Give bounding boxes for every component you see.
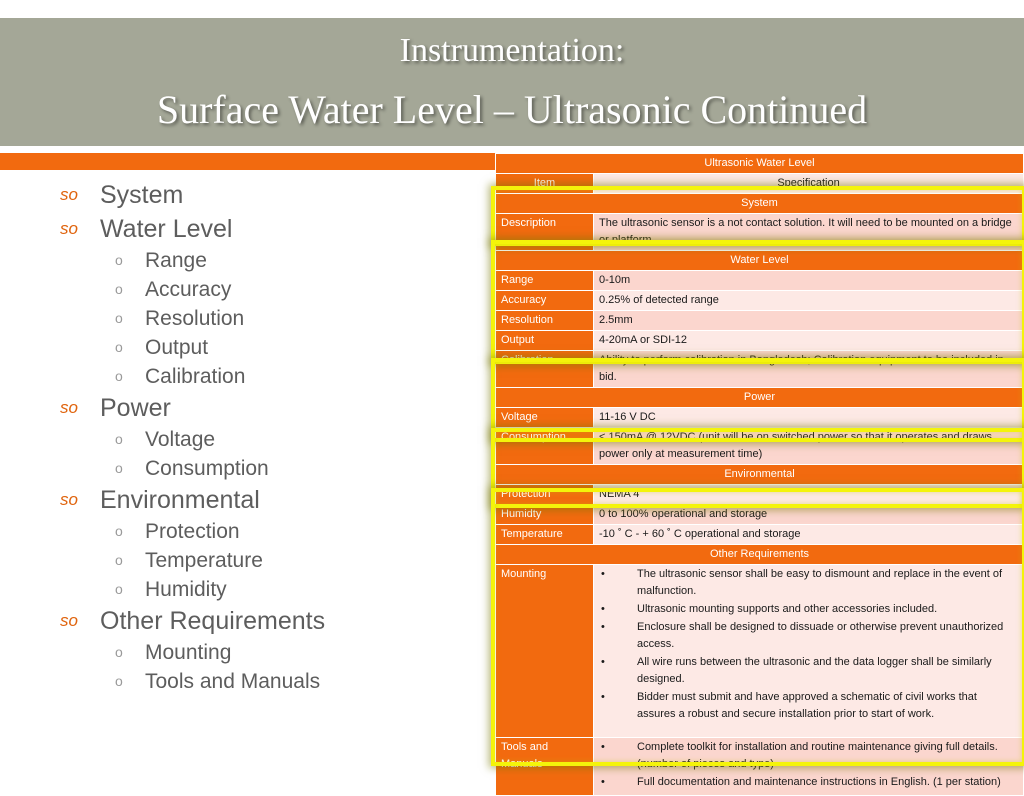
table-row <box>496 485 1024 505</box>
spec-table <box>495 153 1024 796</box>
sub-bullet-accuracy: o Accuracy <box>60 275 325 304</box>
table-row <box>496 214 1024 251</box>
row-spec: The ultrasonic sensor is a not contact solution. It will need to be mounted on a bridge or platform. <box>594 214 1024 251</box>
sub-bullet-marker-icon: o <box>115 368 123 384</box>
row-item: Mounting <box>496 565 594 738</box>
sub-bullet-marker-icon: o <box>115 673 123 689</box>
bullet-system: so System <box>60 178 325 212</box>
row-item: Voltage <box>496 408 594 428</box>
bullet-marker-icon: so <box>60 611 78 630</box>
sub-bullet-resolution: o Resolution <box>60 304 325 333</box>
sub-bullet-mounting: o Mounting <box>60 638 325 667</box>
row-item: Consumption <box>496 428 594 465</box>
list-item: • All wire runs between the ultrasonic and the data logger shall be similarly designed. <box>599 654 1018 688</box>
list-item: • Enclosure shall be designed to dissuade or otherwise prevent unauthorized access. <box>599 619 1018 653</box>
table-row <box>496 428 1024 465</box>
row-spec: 0 to 100% operational and storage <box>594 505 1024 525</box>
row-spec: 0-10m <box>594 271 1024 291</box>
list-item: • Bidder must submit and have approved a schematic of civil works that assures a robust and secure installation prior to start of work. <box>599 689 1018 723</box>
row-spec: Ability to perform calibration in Bangladesh; Calibration equipment to be included in bid. <box>594 351 1024 388</box>
row-spec: 2.5mm <box>594 311 1024 331</box>
row-item: Protection <box>496 485 594 505</box>
sub-bullet-marker-icon: o <box>115 339 123 355</box>
table-row <box>496 525 1024 545</box>
slide-title: Instrumentation: <box>399 32 625 69</box>
sub-bullet-voltage: o Voltage <box>60 425 325 454</box>
bullet-list <box>60 178 325 696</box>
table-row <box>496 505 1024 525</box>
row-spec: NEMA 4 <box>594 485 1024 505</box>
sub-bullet-marker-icon: o <box>115 644 123 660</box>
table-row <box>496 271 1024 291</box>
sub-bullet-marker-icon: o <box>115 523 123 539</box>
bullet-marker-icon: so <box>60 490 78 509</box>
column-header-spec: Specification <box>594 174 1024 194</box>
row-item: Tools and Manuals <box>496 738 594 796</box>
table-row <box>496 311 1024 331</box>
sub-bullet-marker-icon: o <box>115 581 123 597</box>
sub-bullet-marker-icon: o <box>115 460 123 476</box>
row-spec: 11-16 V DC <box>594 408 1024 428</box>
table-row <box>496 351 1024 388</box>
sub-bullet-range: o Range <box>60 246 325 275</box>
sub-bullet-marker-icon: o <box>115 552 123 568</box>
column-header-item: Item <box>496 174 594 194</box>
section-system: System <box>496 194 1024 214</box>
bullet-water-level: so Water Level <box>60 212 325 246</box>
slide-subtitle: Surface Water Level – Ultrasonic Continued <box>156 87 868 132</box>
bullet-power: so Power <box>60 391 325 425</box>
row-item: Humidty <box>496 505 594 525</box>
row-item: Calibration <box>496 351 594 388</box>
section-row <box>496 465 1024 485</box>
list-item: • Complete toolkit for installation and routine maintenance giving full details. (number of pieces and type) <box>599 739 1018 773</box>
sub-bullet-temperature: o Temperature <box>60 546 325 575</box>
section-water-level: Water Level <box>496 251 1024 271</box>
row-spec: < 150mA @ 12VDC (unit will be on switched power so that it operates and draws power only at measurement time) <box>594 428 1024 465</box>
row-item: Output <box>496 331 594 351</box>
table-title-row <box>496 154 1024 174</box>
table-row <box>496 565 1024 738</box>
sub-bullet-protection: o Protection <box>60 517 325 546</box>
sub-bullet-output: o Output <box>60 333 325 362</box>
sub-bullet-marker-icon: o <box>115 252 123 268</box>
sub-bullet-humidity: o Humidity <box>60 575 325 604</box>
row-spec <box>594 565 1024 738</box>
row-item: Resolution <box>496 311 594 331</box>
list-item: • Full documentation and maintenance instructions in English. (1 per station) <box>599 774 1018 791</box>
row-item: Description <box>496 214 594 251</box>
section-other: Other Requirements <box>496 545 1024 565</box>
sub-bullet-marker-icon: o <box>115 431 123 447</box>
sub-bullet-consumption: o Consumption <box>60 454 325 483</box>
section-environmental: Environmental <box>496 465 1024 485</box>
sub-bullet-marker-icon: o <box>115 281 123 297</box>
table-title: Ultrasonic Water Level <box>496 154 1024 174</box>
row-spec: 4-20mA or SDI-12 <box>594 331 1024 351</box>
table-row <box>496 738 1024 796</box>
table-row <box>496 331 1024 351</box>
section-power: Power <box>496 388 1024 408</box>
bullet-marker-icon: so <box>60 219 78 238</box>
row-item: Range <box>496 271 594 291</box>
table-row <box>496 408 1024 428</box>
row-spec <box>594 738 1024 796</box>
column-header-row <box>496 174 1024 194</box>
bullet-other-requirements: so Other Requirements <box>60 604 325 638</box>
sub-bullet-marker-icon: o <box>115 310 123 326</box>
table-row <box>496 291 1024 311</box>
section-row <box>496 545 1024 565</box>
list-item: • Ultrasonic mounting supports and other accessories included. <box>599 601 1018 618</box>
bullet-marker-icon: so <box>60 398 78 417</box>
row-spec: 0.25% of detected range <box>594 291 1024 311</box>
section-row <box>496 388 1024 408</box>
tools-list <box>599 739 1018 791</box>
sub-bullet-calibration: o Calibration <box>60 362 325 391</box>
mounting-list <box>599 566 1018 723</box>
list-item: • The ultrasonic sensor shall be easy to dismount and replace in the event of malfunction. <box>599 566 1018 600</box>
bullet-marker-icon: so <box>60 185 78 204</box>
section-row <box>496 251 1024 271</box>
row-item: Accuracy <box>496 291 594 311</box>
section-row <box>496 194 1024 214</box>
sub-bullet-tools-manuals: o Tools and Manuals <box>60 667 325 696</box>
bullet-environmental: so Environmental <box>60 483 325 517</box>
row-spec: -10 ˚ C - + 60 ˚ C operational and storage <box>594 525 1024 545</box>
title-bar <box>0 18 1024 146</box>
row-item: Temperature <box>496 525 594 545</box>
